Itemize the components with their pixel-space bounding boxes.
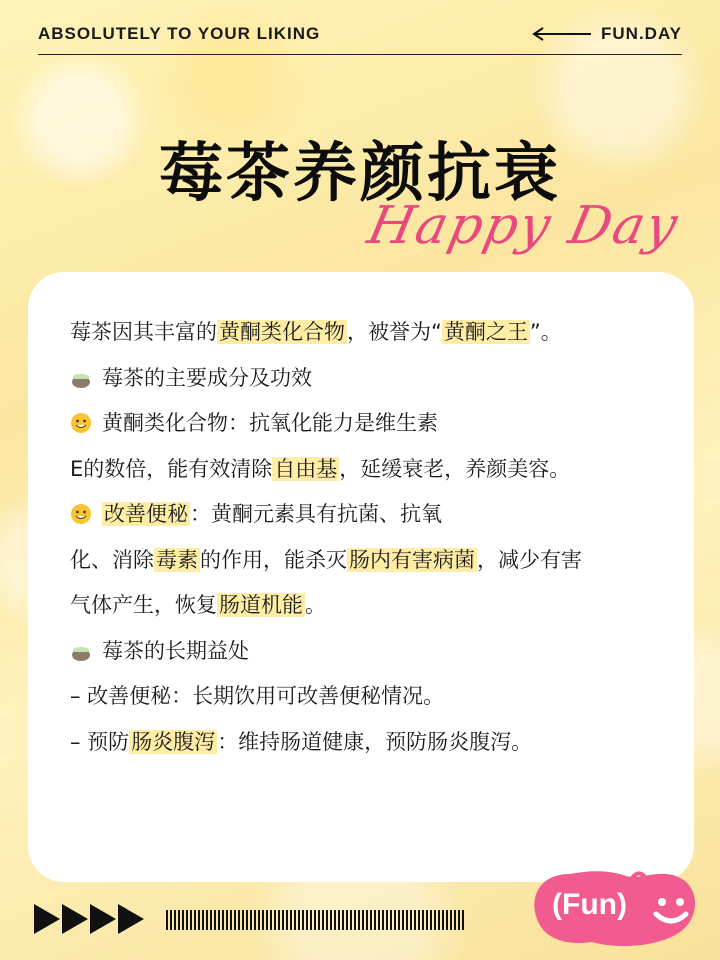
brand-label: FUN.DAY xyxy=(601,24,682,43)
text-segment: – 改善便秘：长期饮用可改善便秘情况。 xyxy=(70,684,445,708)
highlight-text: 肠内有害病菌 xyxy=(349,547,475,572)
text-segment: 。 xyxy=(305,593,326,617)
barcode-icon xyxy=(166,910,466,930)
text-segment: 莓茶的长期益处 xyxy=(102,638,249,663)
text-line-6 xyxy=(70,538,670,584)
triangle-icon xyxy=(62,904,88,934)
highlight-text: 黄酮类化合物 xyxy=(219,320,345,344)
text-line-9 xyxy=(70,674,670,720)
highlight-text: 毒素 xyxy=(156,547,198,572)
text-segment: 的作用，能杀灭 xyxy=(200,547,347,572)
text-segment: E的数倍，能有效清除 xyxy=(70,456,273,481)
text-segment: ：黄酮元素具有抗菌、抗氧 xyxy=(190,502,442,526)
left-arrow-icon xyxy=(531,27,593,41)
text-line-1 xyxy=(70,310,670,356)
text-segment: 气体产生，恢复 xyxy=(70,593,217,617)
text-segment: ，被誉为“ xyxy=(347,320,442,344)
text-segment: ”。 xyxy=(529,320,562,344)
text-segment: ，延缓衰老，养颜美容。 xyxy=(339,456,571,481)
text-line-4 xyxy=(70,447,670,493)
text-line-10 xyxy=(70,720,670,766)
content-body xyxy=(70,310,670,765)
tea-pot-icon xyxy=(70,640,92,662)
triangle-icon xyxy=(118,904,144,934)
text-segment: ：维持肠道健康，预防肠炎腹泻。 xyxy=(217,729,533,754)
text-segment: 莓茶的主要成分及功效 xyxy=(102,365,312,390)
play-arrows-icon xyxy=(34,904,144,934)
text-segment: ，减少有害 xyxy=(477,547,582,572)
highlight-text: 黄酮之王 xyxy=(443,320,528,344)
smile-icon xyxy=(70,503,92,525)
highlight-text: 肠道机能 xyxy=(219,593,303,617)
smile-icon xyxy=(70,412,92,434)
highlight-text: 改善便秘 xyxy=(104,502,188,526)
highlight-text: 肠炎腹泻 xyxy=(131,729,216,754)
text-line-7 xyxy=(70,583,670,629)
section-heading-1 xyxy=(70,356,670,402)
triangle-icon xyxy=(90,904,116,934)
text-segment: – 预防 xyxy=(70,729,130,754)
header-bar xyxy=(38,14,682,55)
text-line-5 xyxy=(70,492,670,538)
text-segment: 化、消除 xyxy=(70,547,154,572)
text-segment: 黄酮类化合物：抗氧化能力是维生素 xyxy=(102,411,438,435)
page-title: 莓茶养颜抗衰 xyxy=(159,137,561,211)
highlight-text: 自由基 xyxy=(274,456,338,481)
triangle-icon xyxy=(34,904,60,934)
tea-pot-icon xyxy=(70,367,92,389)
header-brand xyxy=(531,24,682,44)
text-line-3 xyxy=(70,401,670,447)
text-segment: 莓茶因其丰富的 xyxy=(70,320,217,344)
section-heading-2 xyxy=(70,629,670,675)
badge-label: (Fun) xyxy=(552,888,627,921)
header-tagline: ABSOLUTELY TO YOUR LIKING xyxy=(38,24,321,43)
script-subtitle: Happy Day xyxy=(362,196,685,256)
